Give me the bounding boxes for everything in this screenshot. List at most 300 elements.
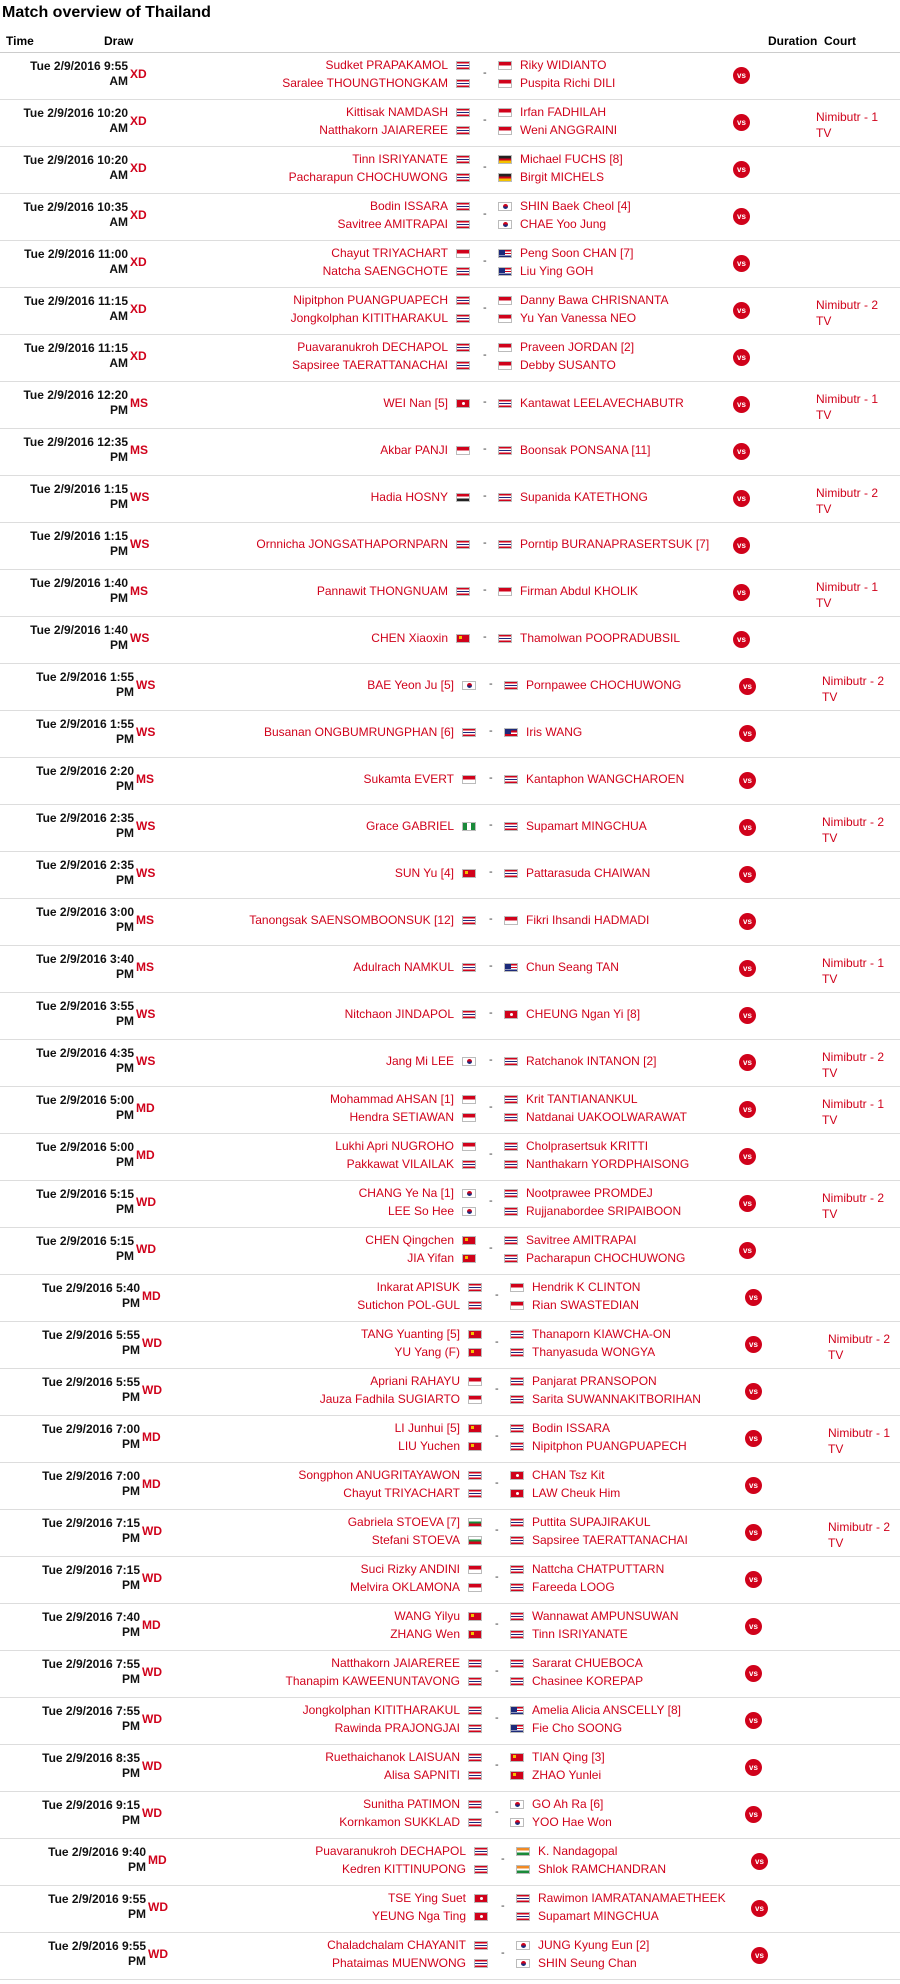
player-left-link[interactable]: Saralee THOUNGTHONGKAM [282,76,448,90]
vs-button[interactable]: vs [733,584,750,601]
vs-button[interactable]: vs [739,1054,756,1071]
player-right-link[interactable]: ZHAO Yunlei [532,1768,602,1782]
player-left-link[interactable]: Rawinda PRAJONGJAI [334,1721,460,1735]
draw-link[interactable]: WD [142,1806,162,1820]
player-left-link[interactable]: Mohammad AHSAN [1] [329,1092,454,1106]
player-left-link[interactable]: Sudket PRAPAKAMOL [325,58,448,72]
vs-button[interactable]: vs [739,866,756,883]
draw-link[interactable]: MD [136,1101,155,1115]
draw-link[interactable]: MS [130,443,148,457]
player-right-link[interactable]: Pattarasuda CHAIWAN [526,866,651,880]
match-row[interactable] [0,382,900,429]
vs-button[interactable]: vs [733,302,750,319]
flag-ina-icon [468,1565,482,1574]
player-left-link[interactable]: Adulrach NAMKUL [353,960,454,974]
vs-button[interactable]: vs [739,819,756,836]
match-row[interactable] [0,1792,900,1839]
draw-link[interactable]: WS [136,1007,156,1021]
match-row[interactable] [0,241,900,288]
vs-button[interactable]: vs [745,1383,762,1400]
player-left-link[interactable]: WANG Yilyu [394,1609,460,1623]
draw-link[interactable]: XD [130,67,147,81]
match-row[interactable] [0,1557,900,1604]
match-row[interactable] [0,664,900,711]
court-line: TV [816,314,832,328]
draw-link[interactable]: MD [142,1618,161,1632]
match-time-ampm: PM [128,1954,146,1968]
vs-button[interactable]: vs [739,1101,756,1118]
vs-button[interactable]: vs [733,114,750,131]
vs-button[interactable]: vs [739,1242,756,1259]
player-left-link[interactable]: Gabriela STOEVA [7] [347,1515,460,1529]
player-left-link[interactable]: Jongkolphan KITITHARAKUL [290,311,448,325]
player-right-link[interactable]: Chun Seang TAN [526,960,619,974]
player-left-link[interactable]: Jongkolphan KITITHARAKUL [302,1703,460,1717]
flag-hkg-icon [504,1010,518,1019]
player-right-link[interactable]: Savitree AMITRAPAI [526,1233,637,1247]
vs-button[interactable]: vs [745,1712,762,1729]
court-line: Nimibutr - 2 [828,1332,891,1346]
player-right-link[interactable]: Shlok RAMCHANDRAN [538,1862,667,1876]
match-row[interactable] [0,617,900,664]
flag-tha-icon [498,634,512,643]
player-left-link[interactable]: ZHANG Wen [390,1627,460,1641]
draw-link[interactable]: MD [136,1148,155,1162]
vs-button[interactable]: vs [745,1524,762,1541]
player-left-link[interactable]: BAE Yeon Ju [5] [367,678,454,692]
draw-link[interactable]: WD [142,1665,162,1679]
vs-button[interactable]: vs [733,443,750,460]
match-time [18,1892,146,1922]
player-left-link[interactable]: LEE So Hee [387,1204,454,1218]
draw-link[interactable]: WD [148,1947,168,1961]
match-row[interactable] [0,1275,900,1322]
draw-link[interactable]: MS [136,772,154,786]
player-right-link[interactable]: Weni ANGGRAINI [520,123,618,137]
match-row[interactable] [0,523,900,570]
player-right-link[interactable]: Chasinee KOREPAP [532,1674,644,1688]
match-row[interactable] [0,570,900,617]
player-left-link[interactable]: Nipitphon PUANGPUAPECH [293,293,448,307]
player-right-link[interactable]: Nattcha CHATPUTTARN [532,1562,665,1576]
table-header [0,26,900,53]
match-time [6,764,134,794]
player-left-link[interactable]: Akbar PANJI [380,443,448,457]
player-left-link[interactable]: CHANG Ye Na [1] [358,1186,454,1200]
player-left-link[interactable]: Chayut TRIYACHART [331,246,448,260]
draw-link[interactable]: WD [142,1336,162,1350]
player-left-link[interactable]: YU Yang (F) [394,1345,460,1359]
vs-button[interactable]: vs [733,349,750,366]
draw-link[interactable]: MD [142,1477,161,1491]
match-row[interactable] [0,1322,900,1369]
player-left-link[interactable]: Savitree AMITRAPAI [337,217,448,231]
flag-chn-icon [468,1348,482,1357]
flag-tha-icon [468,1818,482,1827]
draw-link[interactable]: XD [130,302,147,316]
draw-link[interactable]: MD [142,1430,161,1444]
flag-chn-icon [468,1442,482,1451]
match-row[interactable] [0,993,900,1040]
player-right-link[interactable]: Puspita Richi DILI [520,76,616,90]
player-left-link[interactable]: Stefani STOEVA [371,1533,460,1547]
player-left-link[interactable]: Tinn ISRIYANATE [352,152,448,166]
player-left-link[interactable]: Sapsiree TAERATTANACHAI [292,358,448,372]
match-row[interactable] [0,1745,900,1792]
player-right-link[interactable]: LAW Cheuk Him [532,1486,621,1500]
draw-link[interactable]: WS [136,725,156,739]
player-right-link[interactable]: K. Nandagopal [538,1844,618,1858]
versus-dash: - [489,1148,493,1160]
player-left-link[interactable]: Jang Mi LEE [385,1054,454,1068]
player-left-link[interactable]: Tanongsak SAENSOMBOONSUK [12] [249,913,454,927]
flag-tha-icon [474,1847,488,1856]
flag-tha-icon [462,916,476,925]
match-time-date: Tue 2/9/2016 9:40 [48,1845,146,1859]
player-right-link[interactable]: Nanthakarn YORDPHAISONG [526,1157,690,1171]
player-left-link[interactable]: CHEN Xiaoxin [371,631,448,645]
flag-ina-icon [498,61,512,70]
draw-link[interactable]: WS [136,819,156,833]
player-right-link[interactable]: Sarita SUWANNAKITBORIHAN [532,1392,701,1406]
vs-button[interactable]: vs [733,255,750,272]
player-right-link[interactable]: GO Ah Ra [6] [532,1797,604,1811]
draw-link[interactable]: MS [130,396,148,410]
draw-link[interactable]: XD [130,114,147,128]
vs-button[interactable]: vs [739,913,756,930]
flag-ina-icon [456,446,470,455]
match-row[interactable] [0,758,900,805]
match-row[interactable] [0,100,900,147]
player-left-link[interactable]: LIU Yuchen [398,1439,460,1453]
player-right-link[interactable]: Boonsak PONSANA [11] [520,443,651,457]
vs-button[interactable]: vs [739,772,756,789]
player-left-link[interactable]: Phataimas MUENWONG [331,1956,466,1970]
vs-button[interactable]: vs [751,1900,768,1917]
draw-link[interactable]: WD [136,1242,156,1256]
player-right-link[interactable]: SHIN Baek Cheol [4] [520,199,631,213]
flag-ina-icon [498,587,512,596]
vs-button[interactable]: vs [733,161,750,178]
player-left-link[interactable]: Songphon ANUGRITAYAWON [298,1468,460,1482]
match-row[interactable] [0,1416,900,1463]
draw-link[interactable]: WS [136,866,156,880]
draw-link[interactable]: WD [136,1195,156,1209]
match-time-date: Tue 2/9/2016 5:15 [36,1234,134,1248]
player-right-link[interactable]: Irfan FADHILAH [520,105,607,119]
match-time [0,623,128,653]
player-left-link[interactable]: Natcha SAENGCHOTE [322,264,448,278]
match-row[interactable] [0,1369,900,1416]
vs-button[interactable]: vs [745,1571,762,1588]
player-right-link[interactable]: Natdanai UAKOOLWARAWAT [526,1110,687,1124]
player-left-link[interactable]: Nitchaon JINDAPOL [344,1007,454,1021]
match-row[interactable] [0,1463,900,1510]
court-line: TV [816,596,832,610]
match-row[interactable] [0,711,900,758]
player-right-link[interactable]: Kantaphon WANGCHAROEN [526,772,685,786]
player-right-link[interactable]: Firman Abdul KHOLIK [520,584,639,598]
player-right-link[interactable]: Supanida KATETHONG [520,490,648,504]
draw-link[interactable]: WD [142,1524,162,1538]
match-row[interactable] [0,805,900,852]
player-right-link[interactable]: YOO Hae Won [532,1815,612,1829]
vs-button[interactable]: vs [745,1759,762,1776]
match-row[interactable] [0,476,900,523]
player-right-link[interactable]: Tinn ISRIYANATE [532,1627,628,1641]
player-left-link[interactable]: Puavaranukroh DECHAPOL [315,1844,466,1858]
match-time-date: Tue 2/9/2016 1:15 [30,482,128,496]
player-right-link[interactable]: Krit TANTIANANKUL [526,1092,638,1106]
player-left-link[interactable]: Grace GABRIEL [365,819,454,833]
versus-dash: - [495,1759,499,1771]
vs-button[interactable]: vs [739,960,756,977]
match-row[interactable] [0,1886,900,1933]
player-right-link[interactable]: Sapsiree TAERATTANACHAI [532,1533,688,1547]
player-right-link[interactable]: Debby SUSANTO [520,358,616,372]
player-left-link[interactable]: Pannawit THONGNUAM [316,584,448,598]
match-row[interactable] [0,1698,900,1745]
draw-link[interactable]: XD [130,349,147,363]
vs-button[interactable]: vs [733,208,750,225]
player-right-link[interactable]: Praveen JORDAN [2] [520,340,635,354]
draw-link[interactable]: WS [136,678,156,692]
player-right-link[interactable]: Wannawat AMPUNSUWAN [532,1609,679,1623]
player-right-link[interactable]: Nootprawee PROMDEJ [526,1186,653,1200]
match-row[interactable] [0,335,900,382]
draw-link[interactable]: XD [130,255,147,269]
player-right-link[interactable]: Bodin ISSARA [532,1421,611,1435]
player-left-link[interactable]: WEI Nan [5] [383,396,448,410]
player-left-link[interactable]: SUN Yu [4] [394,866,454,880]
player-right-link[interactable]: Supamart MINGCHUA [526,819,647,833]
vs-button[interactable]: vs [733,631,750,648]
player-left-link[interactable]: Natthakorn JAIAREREE [331,1656,460,1670]
player-right-link[interactable]: Rawimon IAMRATANAMAETHEEK [538,1891,726,1905]
player-right-link[interactable]: Iris WANG [526,725,583,739]
match-row[interactable] [0,1134,900,1181]
player-left-link[interactable]: TANG Yuanting [5] [361,1327,460,1341]
player-left-link[interactable]: Kedren KITTINUPONG [341,1862,466,1876]
player-right-link[interactable]: Ratchanok INTANON [2] [526,1054,657,1068]
player-right-link[interactable]: Fie Cho SOONG [532,1721,623,1735]
player-right-link[interactable]: CHEUNG Ngan Yi [8] [526,1007,641,1021]
flag-tha-icon [462,1160,476,1169]
flag-ger-icon [498,155,512,164]
draw-link[interactable]: MS [130,584,148,598]
flag-tha-icon [462,963,476,972]
player-left-link[interactable]: Lukhi Apri NUGROHO [335,1139,454,1153]
player-right-link[interactable]: Thanyasuda WONGYA [532,1345,656,1359]
match-row[interactable] [0,1604,900,1651]
versus-dash: - [495,1477,499,1489]
vs-button[interactable]: vs [733,67,750,84]
player-left-link[interactable]: Ruethaichanok LAISUAN [325,1750,460,1764]
player-left-link[interactable]: Chaladchalam CHAYANIT [327,1938,466,1952]
player-right-link[interactable]: Supamart MINGCHUA [538,1909,659,1923]
player-left-link[interactable]: Kittisak NAMDASH [345,105,448,119]
draw-link[interactable]: WD [142,1759,162,1773]
draw-link[interactable]: WD [148,1900,168,1914]
draw-link[interactable]: MS [136,913,154,927]
player-right-link[interactable]: Fareeda LOOG [532,1580,615,1594]
player-left-link[interactable]: YEUNG Nga Ting [371,1909,466,1923]
match-row[interactable] [0,946,900,993]
match-row[interactable] [0,53,900,100]
match-time-date: Tue 2/9/2016 2:35 [36,811,134,825]
flag-tha-icon [504,1057,518,1066]
player-right-link[interactable]: Michael FUCHS [8] [520,152,623,166]
match-row[interactable] [0,1651,900,1698]
draw-link[interactable]: WD [142,1712,162,1726]
vs-button[interactable]: vs [739,1195,756,1212]
player-left-link[interactable]: Jauza Fadhila SUGIARTO [319,1392,460,1406]
match-row[interactable] [0,1510,900,1557]
player-left-link[interactable]: Alisa SAPNITI [383,1768,460,1782]
player-right-link[interactable]: Thanaporn KIAWCHA-ON [532,1327,671,1341]
match-row[interactable] [0,1040,900,1087]
vs-button[interactable]: vs [745,1430,762,1447]
match-row[interactable] [0,1181,900,1228]
vs-button[interactable]: vs [751,1853,768,1870]
player-left-link[interactable]: Ornnicha JONGSATHAPORNPARN [256,537,448,551]
draw-link[interactable]: WD [142,1383,162,1397]
vs-button[interactable]: vs [739,1007,756,1024]
player-left-link[interactable]: Bodin ISSARA [369,199,448,213]
player-right-link[interactable]: Pornpawee CHOCHUWONG [526,678,682,692]
player-right-link[interactable]: Birgit MICHELS [520,170,605,184]
vs-button[interactable]: vs [739,1148,756,1165]
draw-link[interactable]: WS [130,490,150,504]
vs-button[interactable]: vs [745,1336,762,1353]
player-left-link[interactable]: Inkarat APISUK [376,1280,460,1294]
vs-button[interactable]: vs [745,1665,762,1682]
player-right-link[interactable]: Kantawat LEELAVECHABUTR [520,396,684,410]
player-left-link[interactable]: JIA Yifan [407,1251,454,1265]
player-right-link[interactable]: Porntip BURANAPRASERTSUK [7] [520,537,710,551]
player-left-link[interactable]: Apriani RAHAYU [370,1374,460,1388]
match-row[interactable] [0,288,900,335]
player-right-link[interactable]: CHAE Yoo Jung [520,217,607,231]
vs-button[interactable]: vs [739,678,756,695]
draw-link[interactable]: MD [148,1853,167,1867]
player-right-link[interactable]: Liu Ying GOH [520,264,594,278]
player-right-link[interactable]: Nipitphon PUANGPUAPECH [532,1439,687,1453]
vs-button[interactable]: vs [745,1618,762,1635]
match-row[interactable] [0,1839,900,1886]
match-row[interactable] [0,1933,900,1980]
draw-link[interactable]: WD [142,1571,162,1585]
player-right-link[interactable]: Thamolwan POOPRADUBSIL [520,631,681,645]
player-left-link[interactable]: Sutichon POL-GUL [357,1298,460,1312]
player-right-link[interactable]: Rian SWASTEDIAN [532,1298,639,1312]
match-row[interactable] [0,1228,900,1275]
player-right-link[interactable]: Amelia Alicia ANSCELLY [8] [532,1703,681,1717]
vs-button[interactable]: vs [733,396,750,413]
match-time-date: Tue 2/9/2016 7:00 [42,1422,140,1436]
match-time-date: Tue 2/9/2016 9:55 [30,59,128,73]
vs-button[interactable]: vs [739,725,756,742]
draw-link[interactable]: MD [142,1289,161,1303]
player-right-link[interactable]: JUNG Kyung Eun [2] [538,1938,650,1952]
player-left-link[interactable]: Thanapim KAWEENUNTAVONG [285,1674,460,1688]
match-row[interactable] [0,852,900,899]
player-right-link[interactable]: Peng Soon CHAN [7] [520,246,634,260]
player-left-link[interactable]: Melvira OKLAMONA [349,1580,460,1594]
player-left-link[interactable]: LI Junhui [5] [394,1421,460,1435]
player-right-link[interactable]: Pacharapun CHOCHUWONG [526,1251,686,1265]
flag-tha-icon [462,1010,476,1019]
match-time-ampm: PM [116,1249,134,1263]
player-left-link[interactable]: TSE Ying Suet [387,1891,466,1905]
player-right-link[interactable]: Puttita SUPAJIRAKUL [532,1515,651,1529]
player-left-link[interactable]: Hendra SETIAWAN [349,1110,454,1124]
player-left-link[interactable]: Chayut TRIYACHART [343,1486,460,1500]
vs-button[interactable]: vs [745,1477,762,1494]
player-right-link[interactable]: Cholprasertsuk KRITTI [526,1139,649,1153]
player-left-link[interactable]: CHEN Qingchen [365,1233,454,1247]
player-left-link[interactable]: Suci Rizky ANDINI [360,1562,460,1576]
draw-link[interactable]: WS [136,1054,156,1068]
player-right-link[interactable]: Hendrik K CLINTON [532,1280,641,1294]
player-left-link[interactable]: Natthakorn JAIAREREE [319,123,448,137]
vs-button[interactable]: vs [745,1289,762,1306]
match-row[interactable] [0,899,900,946]
draw-link[interactable]: WS [130,537,150,551]
player-left-link[interactable]: Hadia HOSNY [370,490,448,504]
player-right-link[interactable]: TIAN Qing [3] [532,1750,605,1764]
match-time-date: Tue 2/9/2016 8:35 [42,1751,140,1765]
player-right-link[interactable]: Panjarat PRANSOPON [532,1374,657,1388]
match-row[interactable] [0,1087,900,1134]
match-row[interactable] [0,429,900,476]
flag-tha-icon [468,1301,482,1310]
player-left-link[interactable]: Pacharapun CHOCHUWONG [288,170,448,184]
vs-button[interactable]: vs [745,1806,762,1823]
player-left-link[interactable]: Sunitha PATIMON [363,1797,460,1811]
vs-button[interactable]: vs [733,490,750,507]
draw-link[interactable]: XD [130,208,147,222]
vs-button[interactable]: vs [751,1947,768,1964]
match-row[interactable] [0,194,900,241]
player-right-link[interactable]: Danny Bawa CHRISNANTA [520,293,669,307]
flag-tha-icon [498,493,512,502]
flag-bul-icon [468,1536,482,1545]
player-right-link[interactable]: Fikri Ihsandi HADMADI [526,913,650,927]
flag-ina-icon [462,1142,476,1151]
player-right-link[interactable]: Rujjanabordee SRIPAIBOON [526,1204,682,1218]
vs-button[interactable]: vs [733,537,750,554]
versus-dash: - [483,349,487,361]
match-row[interactable] [0,147,900,194]
versus-dash: - [489,913,493,925]
player-left-link[interactable]: Puavaranukroh DECHAPOL [297,340,448,354]
draw-link[interactable]: WS [130,631,150,645]
player-left-link[interactable]: Sukamta EVERT [363,772,454,786]
player-left-link[interactable]: Pakkawat VILAILAK [346,1157,454,1171]
player-left-link[interactable]: Kornkamon SUKKLAD [339,1815,460,1829]
player-left-link[interactable]: Busanan ONGBUMRUNGPHAN [6] [263,725,454,739]
player-right-link[interactable]: SHIN Seung Chan [538,1956,637,1970]
match-time-ampm: PM [122,1343,140,1357]
flag-tha-icon [504,775,518,784]
player-right-link[interactable]: Yu Yan Vanessa NEO [520,311,637,325]
player-right-link[interactable]: Riky WIDIANTO [520,58,607,72]
player-right-link[interactable]: Sararat CHUEBOCA [532,1656,643,1670]
player-right-link[interactable]: CHAN Tsz Kit [532,1468,605,1482]
draw-link[interactable]: MS [136,960,154,974]
draw-link[interactable]: XD [130,161,147,175]
